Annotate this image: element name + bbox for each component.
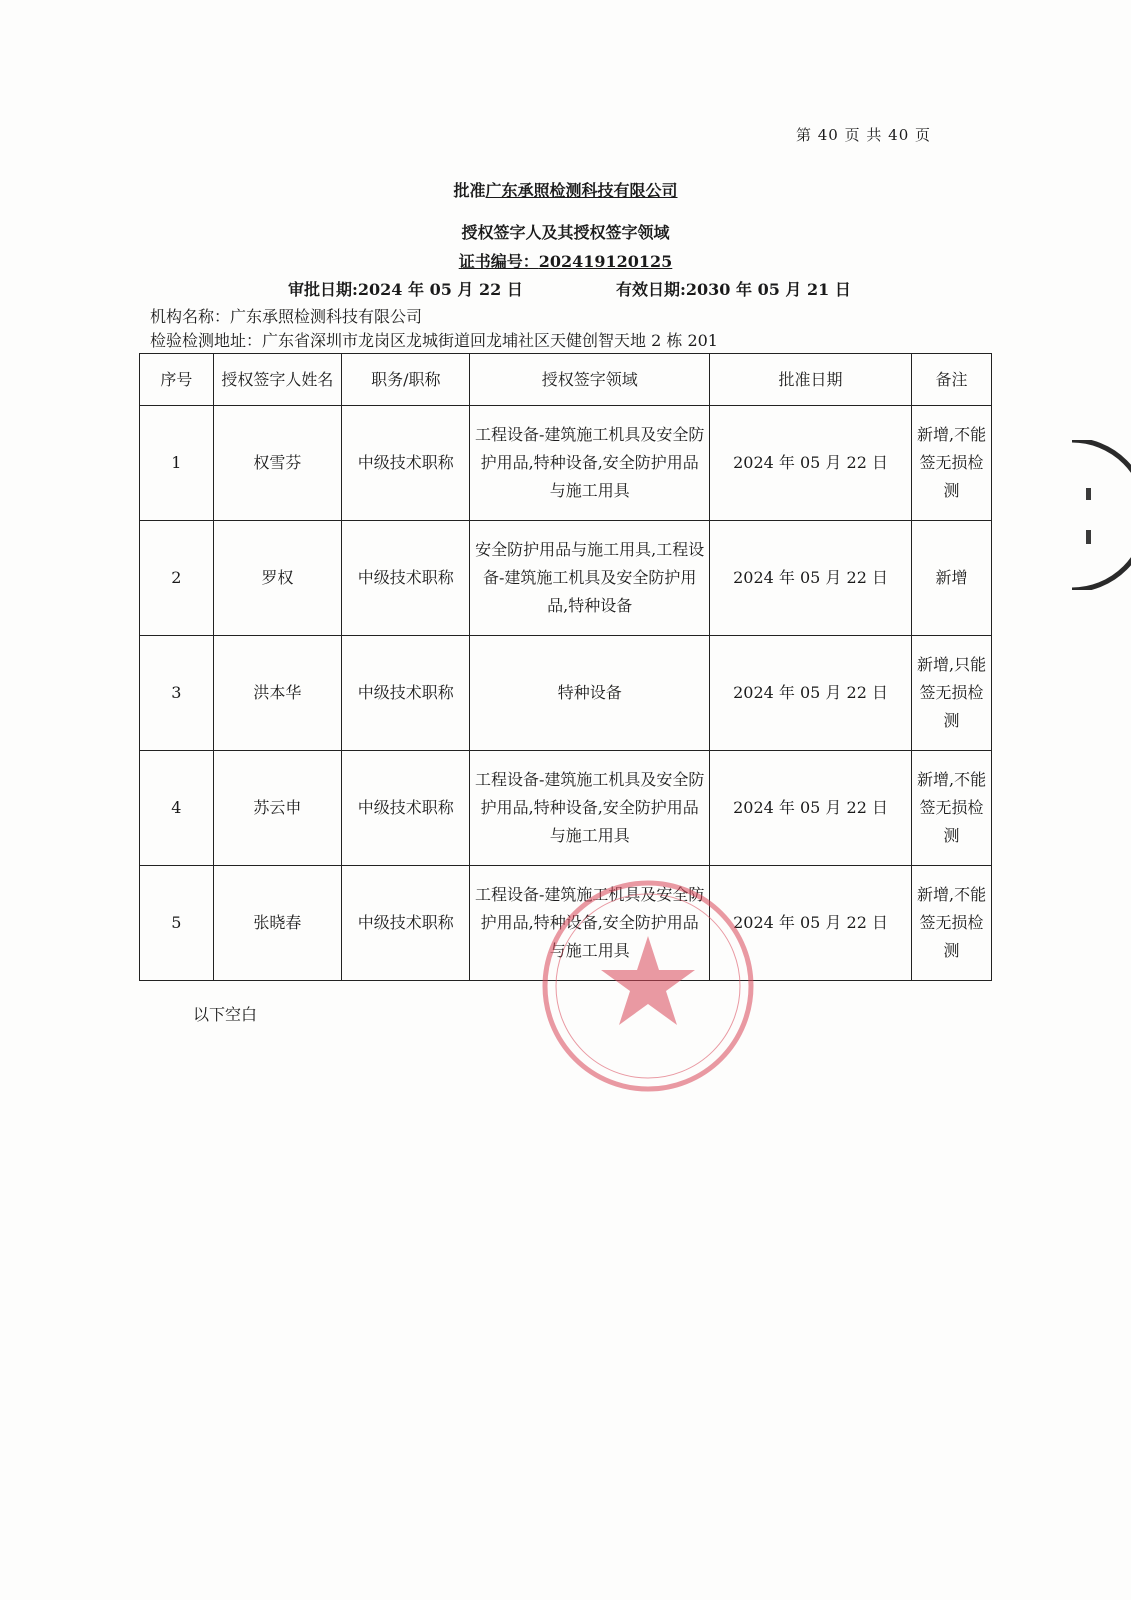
table-row: [140, 406, 992, 521]
org-name-line: 机构名称：广东承照检测科技有限公司: [150, 307, 423, 326]
signatory-title: 中级技术职称: [342, 866, 470, 981]
signatory-title: 中级技术职称: [342, 636, 470, 751]
signatory-name: 洪本华: [213, 636, 341, 751]
table-row: [140, 636, 992, 751]
signatory-name: 权雪芬: [213, 406, 341, 521]
approval-date-cell: 2024 年 05 月 22 日: [709, 406, 911, 521]
approval-org-title: [0, 178, 1131, 201]
header-cell: 备注: [912, 354, 992, 406]
row-number: 5: [140, 866, 214, 981]
signatory-title: 中级技术职称: [342, 521, 470, 636]
header-cell: 批准日期: [709, 354, 911, 406]
signatory-scope: 安全防护用品与施工用具,工程设备-建筑施工机具及安全防护用品,特种设备: [470, 521, 710, 636]
company-seal-stamp: [540, 878, 756, 1094]
approval-date-cell: 2024 年 05 月 22 日: [709, 521, 911, 636]
certificate-number-line: [0, 249, 1131, 272]
edge-seal-mark: [1086, 488, 1091, 500]
table-row: [140, 521, 992, 636]
remark: 新增: [912, 521, 992, 636]
valid-date: 有效日期:2030 年 05 月 21 日: [616, 280, 851, 299]
table-header-row: [140, 354, 992, 406]
approve-prefix: 批准: [453, 181, 486, 200]
signatory-name: 罗权: [213, 521, 341, 636]
approval-date-cell: 2024 年 05 月 22 日: [709, 866, 911, 981]
signatory-title: 中级技术职称: [342, 406, 470, 521]
signatory-title: 中级技术职称: [342, 751, 470, 866]
header-cell: 职务/职称: [342, 354, 470, 406]
signatory-scope: 工程设备-建筑施工机具及安全防护用品,特种设备,安全防护用品与施工用具: [470, 751, 710, 866]
remark: 新增,不能签无损检测: [912, 406, 992, 521]
edge-seal-fragment: [1072, 440, 1131, 590]
row-number: 2: [140, 521, 214, 636]
header-cell: 授权签字领域: [470, 354, 710, 406]
approval-date: 审批日期:2024 年 05 月 22 日: [288, 280, 523, 299]
signatory-name: 张晓春: [213, 866, 341, 981]
signatory-scope: 工程设备-建筑施工机具及安全防护用品,特种设备,安全防护用品与施工用具: [470, 866, 710, 981]
approval-date-cell: 2024 年 05 月 22 日: [709, 751, 911, 866]
signatory-name: 苏云申: [213, 751, 341, 866]
row-number: 3: [140, 636, 214, 751]
remark: 新增,不能签无损检测: [912, 751, 992, 866]
document-title: 授权签字人及其授权签字领域: [461, 223, 670, 242]
edge-seal-arc: [1072, 440, 1131, 590]
org-name: 广东承照检测科技有限公司: [485, 181, 678, 200]
header-cell: 授权签字人姓名: [213, 354, 341, 406]
address-line: 检验检测地址：广东省深圳市龙岗区龙城街道回龙埔社区天健创智天地 2 栋 201: [150, 331, 718, 350]
approval-date-cell: 2024 年 05 月 22 日: [709, 636, 911, 751]
seal-star-icon: [601, 936, 695, 1025]
page-number: 第 40 页 共 40 页: [796, 126, 932, 144]
cert-label: 证书编号：: [458, 252, 539, 271]
row-number: 1: [140, 406, 214, 521]
row-number: 4: [140, 751, 214, 866]
signatory-scope: 工程设备-建筑施工机具及安全防护用品,特种设备,安全防护用品与施工用具: [470, 406, 710, 521]
table-row: [140, 751, 992, 866]
remark: 新增,只能签无损检测: [912, 636, 992, 751]
header-cell: 序号: [140, 354, 214, 406]
blank-below-note: 以下空白: [193, 1005, 258, 1024]
cert-number: 202419120125: [538, 252, 673, 271]
signatory-scope: 特种设备: [470, 636, 710, 751]
edge-seal-mark: [1086, 530, 1091, 544]
remark: 新增,不能签无损检测: [912, 866, 992, 981]
